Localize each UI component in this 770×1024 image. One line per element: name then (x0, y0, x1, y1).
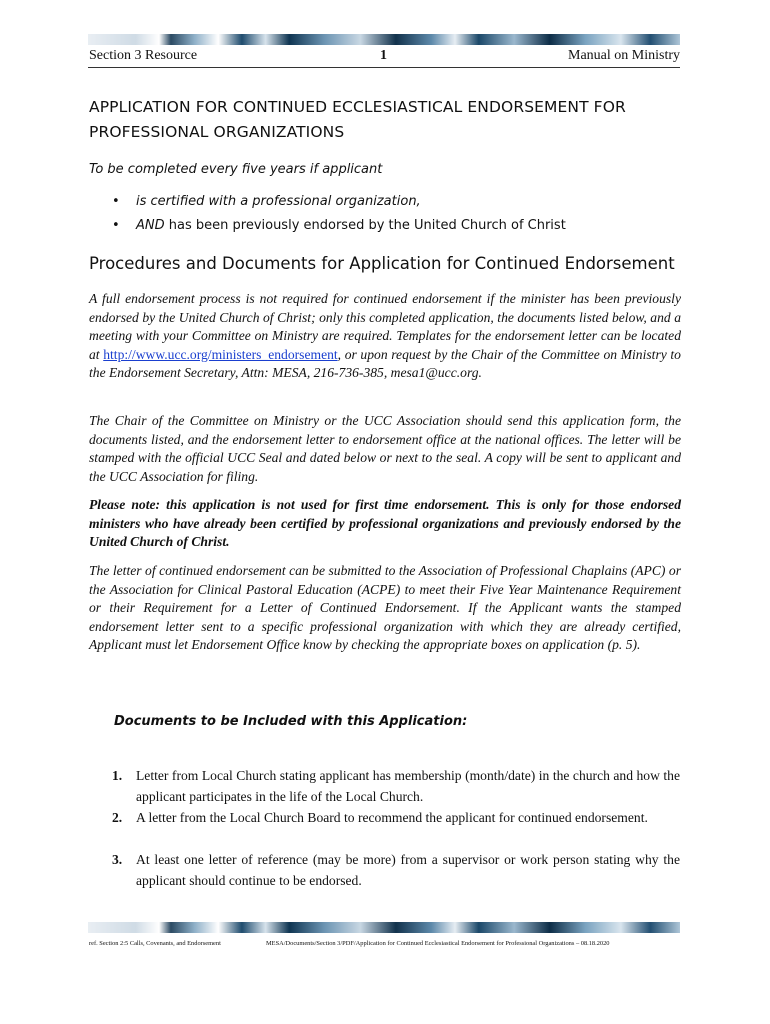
bullet-text: is certified with a professional organization, (136, 194, 421, 209)
footer-reference: ref. Section 2:5 Calls, Covenants, and Endorsement (89, 940, 221, 947)
bullet-emphasis: AND (136, 218, 165, 233)
header-manual-title: Manual on Ministry (568, 48, 680, 63)
subtitle: To be completed every five years if applicant (89, 162, 383, 177)
list-number: 3. (112, 852, 123, 867)
bullet-text (136, 218, 566, 233)
document-list-item (112, 766, 680, 807)
document-list-item (112, 808, 680, 829)
endorsement-link[interactable]: http://www.ucc.org/ministers_endorsement (103, 346, 338, 362)
paragraph-submission: The Chair of the Committee on Ministry or the UCC Association should send this application form, the documents listed, and the endorsement letter to endorsement office at the national offices. The letter will be stamped with the official UCC Seal and dated below or next to the seal. A copy will be sent to applicant and the UCC Association for filing. (89, 413, 681, 484)
list-number: 1. (112, 768, 123, 783)
document-list-item (112, 850, 680, 891)
bullet-rest: has been previously endorsed by the United Church of Christ (164, 218, 566, 233)
header-page-number: 1 (380, 48, 387, 63)
documents-heading: Documents to be Included with this Application: (114, 714, 468, 729)
bullet-dot-icon: • (112, 194, 120, 209)
page-title-line2: PROFESSIONAL ORGANIZATIONS (89, 123, 345, 141)
footer-document-path: MESA/Documents/Section 3/PDF/Application for Continued Ecclesiastical Endorsement for Professional Organizations – 08.18.2020 (266, 940, 610, 947)
header-section-label: Section 3 Resource (89, 48, 198, 63)
list-number: 2. (112, 810, 123, 825)
paragraph-continued-letter: The letter of continued endorsement can be submitted to the Association of Professional Chaplains (APC) or the Association for Clinical Pastoral Education (ACPE) to meet their Five Year Maintenance Requirement or their Requirement for a Letter of Continued Endorsement. If the Applicant wants the stamped endorsement letter sent to a specific professional organization with which they are already certified, Applicant must let Endorsement Office know by checking the appropriate boxes on application (p. 5). (89, 563, 681, 653)
footer-decorative-band (88, 922, 680, 933)
page-title (89, 95, 689, 145)
paragraph-note: Please note: this application is not used for first time endorsement. This is only for those endorsed ministers who have already been certified by professional organizations and previously endorsed by the United Church of Christ. (89, 497, 681, 550)
bullet-dot-icon: • (112, 218, 120, 233)
page-title-line1: APPLICATION FOR CONTINUED ECCLESIASTICAL ENDORSEMENT FOR (89, 98, 626, 116)
paragraph-text: , or upon request by the Chair of the Committee on Ministry to the Endorsement Secretary, Attn: MESA, 216-736-385, mesa1@ucc.org. (89, 346, 681, 381)
header-rule (88, 67, 680, 68)
header-decorative-band (88, 34, 680, 45)
paragraph-procedures (89, 290, 681, 383)
list-text: At least one letter of reference (may be more) from a supervisor or work person stating why the applicant should continue to be endorsed. (136, 852, 680, 888)
list-text: A letter from the Local Church Board to recommend the applicant for continued endorsement. (136, 810, 648, 825)
list-text: Letter from Local Church stating applicant has membership (month/date) in the church and how the applicant participates in the life of the Local Church. (136, 768, 680, 804)
section-heading: Procedures and Documents for Application for Continued Endorsement (89, 254, 675, 273)
paragraph-text: A full endorsement process is not required for continued endorsement if the minister has been previously endorsed by the United Church of Christ; only this completed application, the documents listed below, and a meeting with your Committee on Ministry are required. Templates for the endorsement letter can be located at (89, 291, 681, 362)
